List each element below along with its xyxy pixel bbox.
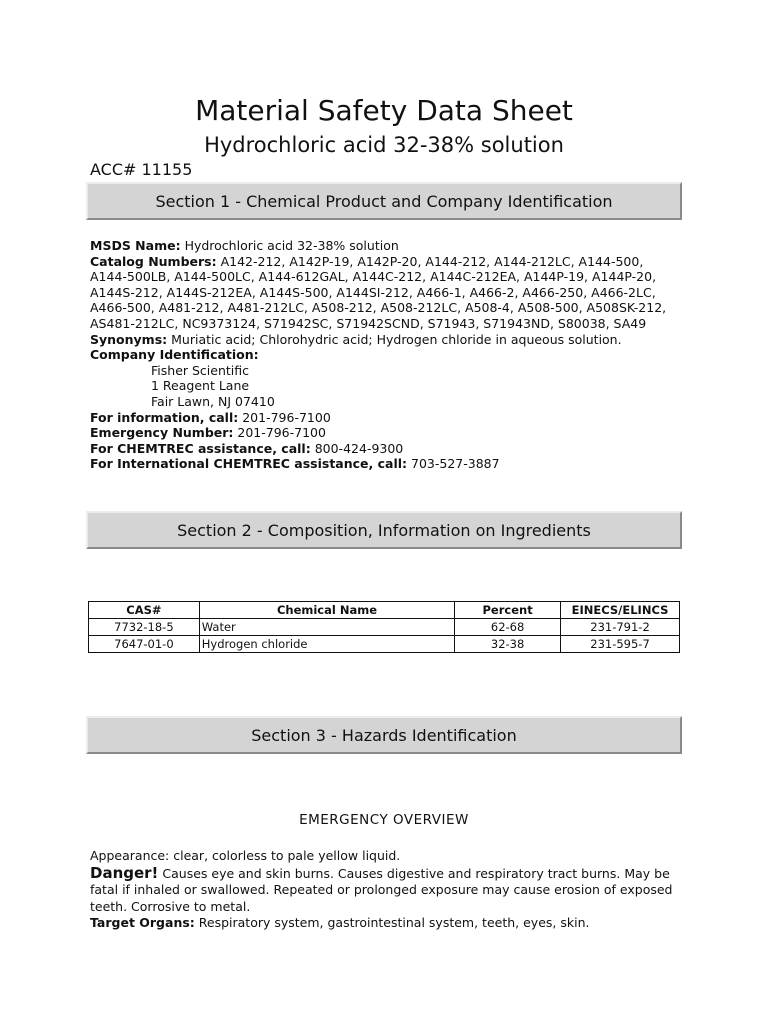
target-organs-value: Respiratory system, gastrointestinal system, teeth, eyes, skin. [198,915,590,931]
msds-name-line [90,238,682,254]
emergency-overview-heading: EMERGENCY OVERVIEW [299,812,469,828]
company-identification-line [90,347,682,363]
danger-paragraph [90,865,682,916]
chemtrec-line [90,441,682,457]
company-identification-label: Company Identification: [90,347,259,363]
einecs-cell: 231-791-2 [561,619,680,636]
column-header-einecs: EINECS/ELINCS [561,602,680,619]
document-subtitle: Hydrochloric acid 32-38% solution [204,133,564,157]
document-title: Material Safety Data Sheet [195,94,573,127]
catalog-numbers-value: A142-212, A142P-19, A142P-20, A144-212, A144-212LC, A144-500, A144-500LB, A144-500LC, A144-612GAL, A144C-212, A144C-212EA, A144P-19, A144P-20, A144S-212, A144S-212EA, A144S-500, A144SI-212, A466-1, A466-2, A466-250, A466-2LC, A466-500, A481-212, A481-212LC, A508-212, A508-212LC, A508-4, A508-500, A508SK-212, AS481-212LC, NC9373124, S71942SC, S71942SCND, S71943, S71943ND, S80038, SA49 [90,253,667,331]
emergency-line [90,425,682,441]
msds-name-label: MSDS Name: [90,238,181,253]
synonyms-value: Muriatic acid; Chlorohydric acid; Hydrogen chloride in aqueous solution. [171,331,622,347]
chemtrec-label: For CHEMTREC assistance, call: [90,440,311,456]
cas-cell: 7647-01-0 [89,636,200,653]
chemical-name-cell: Water [199,619,454,636]
international-chemtrec-line [90,456,682,472]
company-city: Fair Lawn, NJ 07410 [151,393,275,409]
section-3-title: Section 3 - Hazards Identification [251,725,517,745]
international-chemtrec-phone: 703-527-3887 [411,456,500,472]
table-row [89,619,680,636]
emergency-label: Emergency Number: [90,425,234,441]
danger-word: Danger! [90,863,159,882]
company-name: Fisher Scientific [151,362,250,378]
information-phone: 201-796-7100 [242,409,331,425]
percent-cell: 32-38 [455,636,561,653]
synonyms-line [90,332,682,348]
catalog-numbers-label: Catalog Numbers: [90,253,217,269]
chemtrec-phone: 800-424-9300 [314,440,404,456]
msds-name-value: Hydrochloric acid 32-38% solution [184,238,399,253]
acc-number: ACC# 11155 [90,160,193,179]
einecs-cell: 231-595-7 [561,636,680,653]
information-label: For information, call: [90,409,239,425]
section-1-header [86,182,682,220]
emergency-phone: 201-796-7100 [237,425,326,441]
chemical-name-cell: Hydrogen chloride [199,636,454,653]
table-header-row [89,602,680,619]
target-organs-label: Target Organs: [90,915,195,931]
target-organs-line [90,915,682,932]
cas-cell: 7732-18-5 [89,619,200,636]
section-1-title: Section 1 - Chemical Product and Company Identification [155,191,613,211]
section-2-title: Section 2 - Composition, Information on Ingredients [177,520,591,540]
section-2-header [86,511,682,549]
information-line [90,410,682,426]
appearance-line: Appearance: clear, colorless to pale yellow liquid. [90,848,401,863]
synonyms-label: Synonyms: [90,331,168,347]
column-header-percent: Percent [455,602,561,619]
percent-cell: 62-68 [455,619,561,636]
hazards-block [90,848,682,932]
company-street: 1 Reagent Lane [151,378,250,394]
column-header-cas: CAS# [89,602,200,619]
catalog-numbers-line [90,254,682,332]
section-3-header [86,716,682,754]
identification-block [90,238,682,472]
table-row [89,636,680,653]
column-header-chemical-name: Chemical Name [199,602,454,619]
composition-table [88,601,680,653]
danger-text: Causes eye and skin burns. Causes digestive and respiratory tract burns. May be fatal if inhaled or swallowed. Repeated or prolonged exposure may cause erosion of exposed teeth. Corrosive to metal. [90,865,673,914]
international-chemtrec-label: For International CHEMTREC assistance, call: [90,456,408,472]
